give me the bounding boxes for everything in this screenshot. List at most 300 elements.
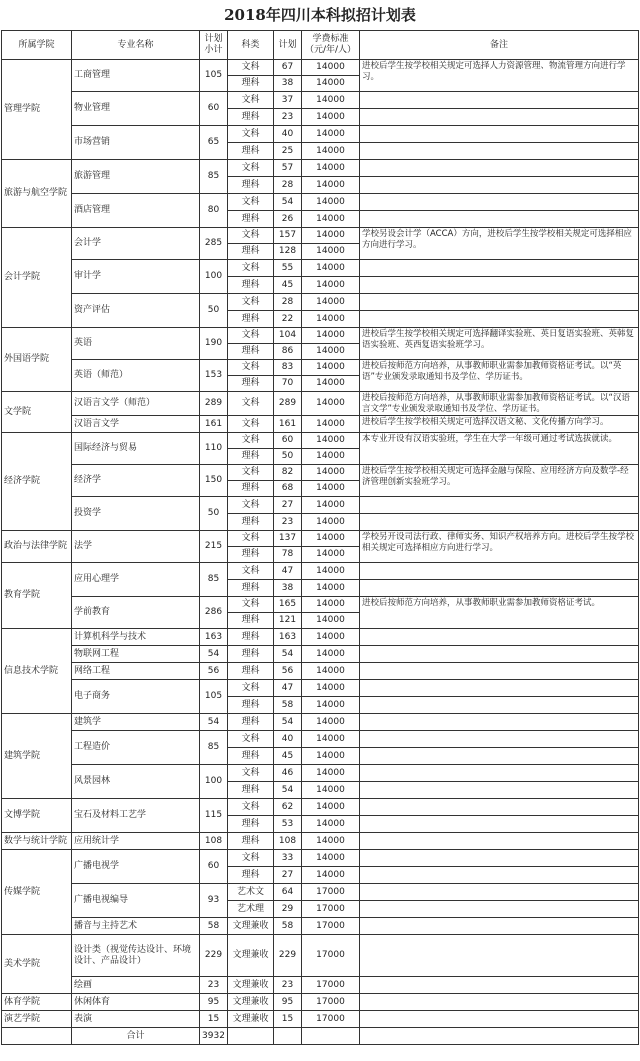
category-cell: 文理兼收 [228, 1011, 274, 1028]
tuition-cell: 14000 [302, 392, 360, 416]
major-name: 广播电视学 [72, 850, 200, 884]
major-subtotal: 161 [200, 416, 228, 433]
major-subtotal: 150 [200, 465, 228, 497]
table-row [2, 360, 639, 376]
plan-cell: 104 [274, 328, 302, 344]
plan-cell: 67 [274, 60, 302, 76]
remark-empty [360, 177, 639, 194]
major-subtotal: 110 [200, 433, 228, 465]
tuition-cell: 14000 [302, 531, 360, 547]
plan-cell: 25 [274, 143, 302, 160]
plan-cell: 47 [274, 563, 302, 580]
category-cell: 理科 [228, 714, 274, 731]
category-cell: 文科 [228, 433, 274, 449]
table-row [2, 597, 639, 613]
tuition-cell: 14000 [302, 92, 360, 109]
category-cell: 理科 [228, 449, 274, 465]
category-cell: 文科 [228, 597, 274, 613]
table-row [2, 935, 639, 977]
plan-cell: 161 [274, 416, 302, 433]
tuition-cell: 14000 [302, 360, 360, 376]
total-label: 合计 [72, 1028, 200, 1045]
header-remark: 备注 [360, 31, 639, 60]
major-subtotal: 153 [200, 360, 228, 392]
remark-empty [360, 731, 639, 748]
college-name: 外国语学院 [2, 328, 72, 392]
tuition-cell: 14000 [302, 143, 360, 160]
table-row [2, 497, 639, 514]
plan-cell: 45 [274, 277, 302, 294]
remark-empty [360, 311, 639, 328]
college-name: 经济学院 [2, 433, 72, 531]
college-name: 传媒学院 [2, 850, 72, 935]
remark-empty [360, 1011, 639, 1028]
remark-empty [360, 816, 639, 833]
plan-cell: 137 [274, 531, 302, 547]
tuition-cell: 14000 [302, 731, 360, 748]
remark-empty [360, 260, 639, 277]
major-subtotal: 80 [200, 194, 228, 228]
category-cell: 文科 [228, 765, 274, 782]
header-tuition: 学费标准（元/年/人） [302, 31, 360, 60]
major-subtotal: 190 [200, 328, 228, 360]
table-row [2, 629, 639, 646]
plan-cell: 40 [274, 126, 302, 143]
remark-cell: 进校后学生按学校相关规定可选择金融与保险、应用经济方向及数学-经济管理创新实验班学习。 [360, 465, 639, 497]
plan-cell: 28 [274, 177, 302, 194]
category-cell: 文科 [228, 260, 274, 277]
plan-cell: 54 [274, 646, 302, 663]
remark-empty [360, 143, 639, 160]
category-cell: 理科 [228, 697, 274, 714]
tuition-cell: 14000 [302, 260, 360, 277]
major-subtotal: 15 [200, 1011, 228, 1028]
major-name: 物业管理 [72, 92, 200, 126]
category-cell: 理科 [228, 143, 274, 160]
header-row [2, 31, 639, 60]
major-subtotal: 105 [200, 680, 228, 714]
tuition-cell: 17000 [302, 994, 360, 1011]
tuition-cell: 14000 [302, 228, 360, 244]
tuition-cell: 14000 [302, 613, 360, 629]
admission-plan-table [1, 30, 639, 1045]
major-subtotal: 285 [200, 228, 228, 260]
major-name: 英语（师范） [72, 360, 200, 392]
plan-cell: 289 [274, 392, 302, 416]
tuition-cell: 14000 [302, 714, 360, 731]
remark-empty [360, 629, 639, 646]
category-cell: 理科 [228, 833, 274, 850]
plan-cell: 78 [274, 547, 302, 563]
category-cell: 文理兼收 [228, 994, 274, 1011]
plan-cell: 47 [274, 680, 302, 697]
remark-empty [360, 799, 639, 816]
header-major: 专业名称 [72, 31, 200, 60]
tuition-cell: 14000 [302, 680, 360, 697]
plan-cell: 23 [274, 977, 302, 994]
plan-cell: 26 [274, 211, 302, 228]
remark-empty [360, 211, 639, 228]
major-subtotal: 115 [200, 799, 228, 833]
tuition-cell: 14000 [302, 433, 360, 449]
category-cell: 文科 [228, 680, 274, 697]
plan-cell: 229 [274, 935, 302, 977]
category-cell: 理科 [228, 481, 274, 497]
plan-cell: 54 [274, 782, 302, 799]
plan-cell: 86 [274, 344, 302, 360]
table-row [2, 765, 639, 782]
category-cell: 理科 [228, 514, 274, 531]
tuition-cell: 14000 [302, 449, 360, 465]
major-name: 资产评估 [72, 294, 200, 328]
tuition-cell: 14000 [302, 597, 360, 613]
remark-empty [360, 109, 639, 126]
major-subtotal: 56 [200, 663, 228, 680]
major-subtotal: 105 [200, 60, 228, 92]
table-row [2, 294, 639, 311]
remark-empty [360, 994, 639, 1011]
tuition-cell: 14000 [302, 646, 360, 663]
college-name: 美术学院 [2, 935, 72, 994]
tuition-cell: 14000 [302, 547, 360, 563]
major-name: 网络工程 [72, 663, 200, 680]
category-cell: 理科 [228, 277, 274, 294]
major-name: 表演 [72, 1011, 200, 1028]
plan-cell: 38 [274, 76, 302, 92]
tuition-cell: 14000 [302, 194, 360, 211]
tuition-cell: 14000 [302, 344, 360, 360]
header-plan-subtotal: 计划小计 [200, 31, 228, 60]
college-name: 文博学院 [2, 799, 72, 833]
major-name: 计算机科学与技术 [72, 629, 200, 646]
category-cell: 理科 [228, 629, 274, 646]
major-name: 应用心理学 [72, 563, 200, 597]
plan-cell: 57 [274, 160, 302, 177]
major-subtotal: 229 [200, 935, 228, 977]
table-row [2, 833, 639, 850]
category-cell: 理科 [228, 344, 274, 360]
table-row [2, 92, 639, 109]
table-row [2, 1011, 639, 1028]
tuition-cell: 14000 [302, 765, 360, 782]
tuition-cell: 14000 [302, 663, 360, 680]
major-subtotal: 50 [200, 294, 228, 328]
remark-empty [360, 833, 639, 850]
category-cell: 艺术文 [228, 884, 274, 901]
major-subtotal: 215 [200, 531, 228, 563]
plan-cell: 23 [274, 109, 302, 126]
table-row [2, 160, 639, 177]
category-cell: 文科 [228, 92, 274, 109]
major-name: 投资学 [72, 497, 200, 531]
major-subtotal: 60 [200, 850, 228, 884]
tuition-cell: 14000 [302, 782, 360, 799]
table-row [2, 465, 639, 481]
tuition-cell: 17000 [302, 935, 360, 977]
major-name: 国际经济与贸易 [72, 433, 200, 465]
category-cell: 理科 [228, 816, 274, 833]
major-subtotal: 93 [200, 884, 228, 918]
remark-empty [360, 765, 639, 782]
plan-cell: 53 [274, 816, 302, 833]
tuition-cell: 14000 [302, 76, 360, 92]
plan-cell: 68 [274, 481, 302, 497]
table-title: 2018年四川本科拟招计划表 [224, 6, 416, 24]
plan-cell: 54 [274, 194, 302, 211]
category-cell: 理科 [228, 177, 274, 194]
plan-cell: 23 [274, 514, 302, 531]
remark-cell: 进校后按师范方向培养，从事教师职业需参加教师资格证考试。 [360, 597, 639, 629]
total-blank [302, 1028, 360, 1045]
tuition-cell: 14000 [302, 465, 360, 481]
tuition-cell: 17000 [302, 884, 360, 901]
remark-empty [360, 126, 639, 143]
major-subtotal: 58 [200, 918, 228, 935]
table-row [2, 731, 639, 748]
remark-empty [360, 782, 639, 799]
tuition-cell: 14000 [302, 376, 360, 392]
major-name: 电子商务 [72, 680, 200, 714]
major-name: 学前教育 [72, 597, 200, 629]
remark-empty [360, 277, 639, 294]
table-row [2, 416, 639, 433]
table-row [2, 977, 639, 994]
major-subtotal: 85 [200, 731, 228, 765]
major-name: 广播电视编导 [72, 884, 200, 918]
plan-cell: 157 [274, 228, 302, 244]
plan-cell: 58 [274, 697, 302, 714]
category-cell: 理科 [228, 867, 274, 884]
tuition-cell: 14000 [302, 416, 360, 433]
major-subtotal: 23 [200, 977, 228, 994]
remark-empty [360, 918, 639, 935]
tuition-cell: 17000 [302, 918, 360, 935]
plan-cell: 38 [274, 580, 302, 597]
table-row [2, 531, 639, 547]
major-name: 绘画 [72, 977, 200, 994]
remark-cell: 进校后学生按学校相关规定可选择人力资源管理、物流管理方向进行学习。 [360, 60, 639, 92]
major-name: 工程造价 [72, 731, 200, 765]
remark-empty [360, 867, 639, 884]
tuition-cell: 14000 [302, 328, 360, 344]
tuition-cell: 14000 [302, 277, 360, 294]
category-cell: 理科 [228, 613, 274, 629]
plan-cell: 29 [274, 901, 302, 918]
table-row [2, 563, 639, 580]
tuition-cell: 14000 [302, 160, 360, 177]
table-row [2, 850, 639, 867]
remark-empty [360, 92, 639, 109]
major-subtotal: 163 [200, 629, 228, 646]
plan-cell: 28 [274, 294, 302, 311]
major-name: 英语 [72, 328, 200, 360]
college-name: 文学院 [2, 392, 72, 433]
major-name: 汉语言文学（师范） [72, 392, 200, 416]
major-subtotal: 54 [200, 646, 228, 663]
table-row [2, 714, 639, 731]
plan-cell: 15 [274, 1011, 302, 1028]
remark-cell: 进校后按师范方向培养，从事教师职业需参加教师资格证考试。以“英语”专业颁发录取通知书及学位、学历证书。 [360, 360, 639, 392]
header-plan: 计划 [274, 31, 302, 60]
tuition-cell: 14000 [302, 481, 360, 497]
remark-empty [360, 714, 639, 731]
remark-empty [360, 514, 639, 531]
remark-cell: 进校后按师范方向培养，从事教师职业需参加教师资格证考试。以“汉语言文学”专业颁发录取通知书及学位、学历证书。 [360, 392, 639, 416]
college-name: 建筑学院 [2, 714, 72, 799]
table-row [2, 194, 639, 211]
major-name: 法学 [72, 531, 200, 563]
header-category: 科类 [228, 31, 274, 60]
category-cell: 理科 [228, 76, 274, 92]
table-row [2, 646, 639, 663]
plan-cell: 121 [274, 613, 302, 629]
tuition-cell: 17000 [302, 977, 360, 994]
tuition-cell: 14000 [302, 629, 360, 646]
college-name: 管理学院 [2, 60, 72, 160]
category-cell: 文科 [228, 563, 274, 580]
major-name: 播音与主持艺术 [72, 918, 200, 935]
plan-cell: 50 [274, 449, 302, 465]
plan-cell: 128 [274, 244, 302, 260]
total-value: 3932 [200, 1028, 228, 1045]
table-row [2, 799, 639, 816]
major-name: 建筑学 [72, 714, 200, 731]
tuition-cell: 14000 [302, 244, 360, 260]
major-subtotal: 286 [200, 597, 228, 629]
category-cell: 文科 [228, 850, 274, 867]
remark-empty [360, 580, 639, 597]
table-row [2, 392, 639, 416]
major-subtotal: 108 [200, 833, 228, 850]
remark-cell: 进校后学生按学校相关规定可选择翻译实验班、英日复语实验班、英韩复语实验班、英西复语实验班学习。 [360, 328, 639, 360]
major-name: 旅游管理 [72, 160, 200, 194]
plan-cell: 95 [274, 994, 302, 1011]
category-cell: 文科 [228, 60, 274, 76]
major-subtotal: 54 [200, 714, 228, 731]
tuition-cell: 14000 [302, 497, 360, 514]
tuition-cell: 14000 [302, 514, 360, 531]
college-name: 旅游与航空学院 [2, 160, 72, 228]
table-row [2, 918, 639, 935]
college-name: 体育学院 [2, 994, 72, 1011]
major-name: 设计类（视觉传达设计、环境设计、产品设计） [72, 935, 200, 977]
table-row [2, 228, 639, 244]
category-cell: 文理兼收 [228, 977, 274, 994]
major-name: 物联网工程 [72, 646, 200, 663]
category-cell: 文科 [228, 799, 274, 816]
category-cell: 文科 [228, 160, 274, 177]
category-cell: 文科 [228, 194, 274, 211]
plan-cell: 54 [274, 714, 302, 731]
category-cell: 文科 [228, 360, 274, 376]
remark-cell: 学校另开设司法行政、律师实务、知识产权培养方向。进校后学生按学校相关规定可选择相应方向进行学习。 [360, 531, 639, 563]
major-subtotal: 65 [200, 126, 228, 160]
major-name: 宝石及材料工艺学 [72, 799, 200, 833]
category-cell: 理科 [228, 547, 274, 563]
header-college: 所属学院 [2, 31, 72, 60]
plan-cell: 60 [274, 433, 302, 449]
remark-empty [360, 646, 639, 663]
category-cell: 理科 [228, 244, 274, 260]
college-name: 信息技术学院 [2, 629, 72, 714]
remark-cell: 学校另设会计学（ACCA）方向，进校后学生按学校相关规定可选择相应方向进行学习。 [360, 228, 639, 260]
remark-cell: 本专业开设有汉语实验班，学生在大学一年级可通过考试选拔就读。 [360, 433, 639, 465]
total-row [2, 1028, 639, 1045]
remark-empty [360, 497, 639, 514]
remark-empty [360, 194, 639, 211]
plan-cell: 165 [274, 597, 302, 613]
remark-cell: 进校后学生按学校相关规定可选择汉语文秘、文化传播方向学习。 [360, 416, 639, 433]
category-cell: 理科 [228, 646, 274, 663]
total-blank [274, 1028, 302, 1045]
table-row [2, 260, 639, 277]
table-row [2, 328, 639, 344]
remark-empty [360, 680, 639, 697]
category-cell: 文科 [228, 465, 274, 481]
table-row [2, 994, 639, 1011]
tuition-cell: 17000 [302, 901, 360, 918]
plan-cell: 64 [274, 884, 302, 901]
tuition-cell: 14000 [302, 294, 360, 311]
remark-empty [360, 294, 639, 311]
plan-cell: 55 [274, 260, 302, 277]
college-name: 演艺学院 [2, 1011, 72, 1028]
category-cell: 文科 [228, 731, 274, 748]
table-row [2, 126, 639, 143]
category-cell: 文科 [228, 531, 274, 547]
college-name: 会计学院 [2, 228, 72, 328]
remark-empty [360, 977, 639, 994]
category-cell: 理科 [228, 311, 274, 328]
tuition-cell: 14000 [302, 816, 360, 833]
major-subtotal: 60 [200, 92, 228, 126]
category-cell: 文科 [228, 228, 274, 244]
category-cell: 文科 [228, 392, 274, 416]
table-row [2, 663, 639, 680]
major-name: 风景园林 [72, 765, 200, 799]
major-subtotal: 100 [200, 260, 228, 294]
plan-cell: 37 [274, 92, 302, 109]
category-cell: 文科 [228, 126, 274, 143]
category-cell: 理科 [228, 580, 274, 597]
tuition-cell: 14000 [302, 748, 360, 765]
plan-cell: 163 [274, 629, 302, 646]
table-row [2, 60, 639, 76]
major-subtotal: 50 [200, 497, 228, 531]
major-subtotal: 85 [200, 563, 228, 597]
major-name: 休闲体育 [72, 994, 200, 1011]
category-cell: 文科 [228, 497, 274, 514]
tuition-cell: 14000 [302, 126, 360, 143]
major-subtotal: 85 [200, 160, 228, 194]
plan-cell: 70 [274, 376, 302, 392]
remark-empty [360, 563, 639, 580]
tuition-cell: 14000 [302, 60, 360, 76]
tuition-cell: 14000 [302, 109, 360, 126]
major-name: 会计学 [72, 228, 200, 260]
college-name: 政治与法律学院 [2, 531, 72, 563]
major-name: 酒店管理 [72, 194, 200, 228]
table-row [2, 884, 639, 901]
category-cell: 理科 [228, 211, 274, 228]
tuition-cell: 14000 [302, 563, 360, 580]
remark-empty [360, 748, 639, 765]
college-name: 教育学院 [2, 563, 72, 629]
category-cell: 文科 [228, 416, 274, 433]
category-cell: 文科 [228, 294, 274, 311]
tuition-cell: 14000 [302, 850, 360, 867]
plan-cell: 40 [274, 731, 302, 748]
